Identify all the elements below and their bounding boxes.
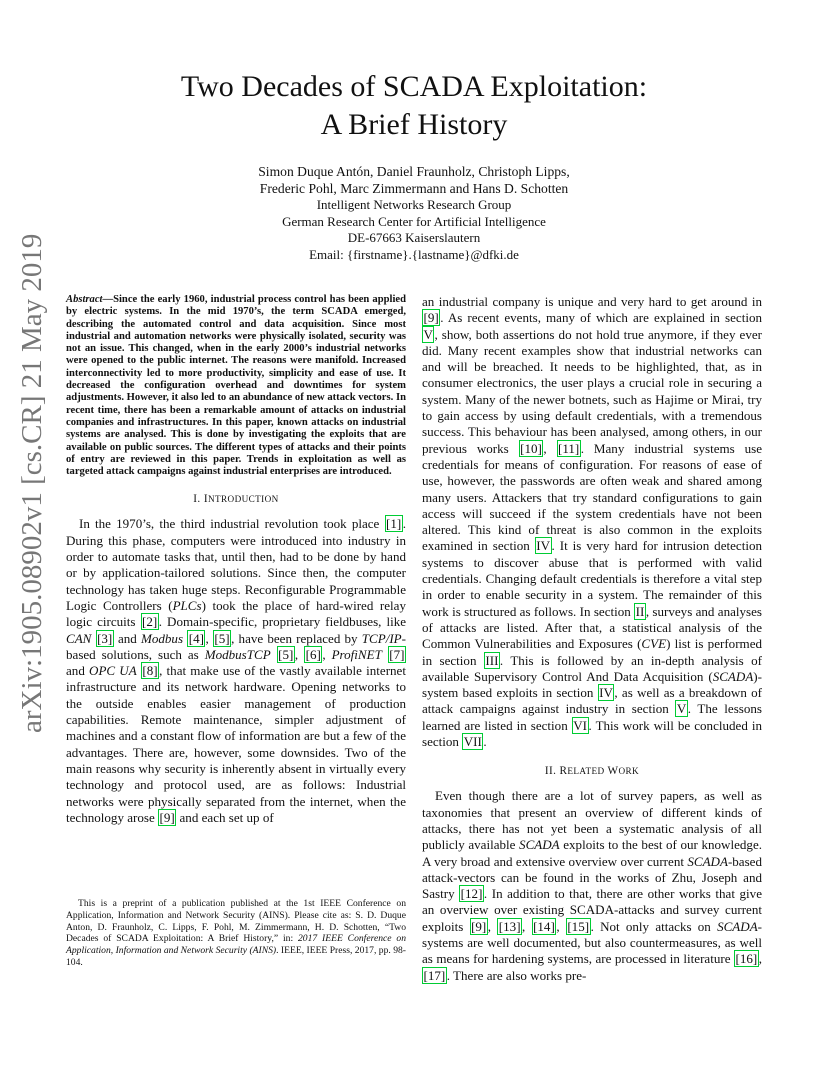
citation-link[interactable]: [14] <box>533 918 555 934</box>
citation-link[interactable]: [5] <box>278 646 294 662</box>
section-heading-introduction <box>66 492 406 506</box>
authors-line-1: Simon Duque Antón, Daniel Fraunholz, Christoph Lipps, <box>258 164 570 179</box>
citation-link[interactable]: [5] <box>214 630 230 646</box>
arxiv-stamp: arXiv:1905.08902v1 [cs.CR] 21 May 2019 <box>16 233 48 733</box>
left-column <box>66 294 406 826</box>
citation-link[interactable]: [10] <box>520 440 542 456</box>
intro-paragraph-continued: an industrial company is unique and very hard to get around in [9] . As recent events, many of which are explained in section V , show, both assertions do not hold true anymore, if they ever did. Many recent examples show that industrial networks can and will be breached. It needs to be highlighted, that, as in consumer electronics, the user plays a crucial role in securing a system. Many of the newer botnets, such as Hajime or Mirai, try to gain access by using default credentials, with a tremendous success. This behaviour has been analysed, among others, in our previous works [10] , [11] . Many industrial systems use credentials for means of configuration. For reasons of ease of use, however, the passwords are often weak and shared among many users. Attackers that try standard configurations to gain access will succeed if the system credentials have not been altered. This kind of threat is also common in the exploits examined in section IV . It is very hard for intrusion detection systems to discover abuse that is performed with valid credentials. Changing default credentials is therefore a vital step in order to enable security in a system. The remainder of this work is structured as follows. In section II , surveys and analyses of attacks are listed. After that, a statistical analysis of the Common Vulnerabilities and Exposures (CVE) list is performed in section III . This is followed by an in-depth analysis of available Supervisory Control And Data Acquisition (SCADA)-system based exploits in section IV , as well as a breakdown of attack campaigns against industry in section V . The lessons learned are listed in section VI . This work will be concluded in section VII . <box>422 294 763 750</box>
citation-link[interactable]: [9] <box>471 918 487 934</box>
author-block <box>0 163 828 263</box>
section-link[interactable]: IV <box>599 685 613 701</box>
citation-link[interactable]: [16] <box>735 951 758 967</box>
section-link[interactable]: V <box>423 326 433 342</box>
citation-link[interactable]: [9] <box>423 310 439 326</box>
citation-link[interactable]: [7] <box>389 646 405 662</box>
section-title-rest: NTRODUCTION <box>207 494 279 505</box>
citation-link[interactable]: [4] <box>188 630 204 646</box>
citation-link[interactable]: [15] <box>567 918 590 934</box>
affiliation-address: DE-67663 Kaiserslautern <box>347 230 481 245</box>
title-line-1: Two Decades of SCADA Exploitation: <box>180 70 648 103</box>
section-title-cap: I <box>203 493 208 506</box>
citation-link[interactable]: [8] <box>142 663 158 679</box>
author-email: Email: {firstname}.{lastname}@dfki.de <box>309 246 519 262</box>
citation-link[interactable]: [1] <box>386 516 402 532</box>
section-link[interactable]: V <box>676 701 687 717</box>
citation-link[interactable]: [3] <box>97 630 113 646</box>
section-link[interactable]: II <box>635 603 645 619</box>
related-work-paragraph: Even though there are a lot of survey papers, as well as taxonomies that present an overview of different kinds of attacks, there has not yet been a systematic analysis of all publicly available SCADA exploits to the best of our knowledge. A very broad and extensive overview over current SCADA-based attack-vectors can be found in the works of Zhu, Joseph and Sastry [12] . In addition to that, there are other works that give an overview over existing SCADA-attacks and survey current exploits [9] , [13] , [14] , [15] . Not only attacks on SCADA-systems are well documented, but also countermeasures, as well as means for hardening systems, are processed in literature [16] , [17] . There are also works pre- <box>422 788 763 983</box>
citation-link[interactable]: [11] <box>558 440 580 456</box>
footnote-text: This is a preprint of a publication published at the 1st IEEE Conference on Application, Information and Network Security (AINS). Please cite as: S. D. Duque Anton, D. Fraunholz, C. Lipps, F. Pohl, M. Zimmermann, H. D. Schotten, “Two Decades of SCADA Exploitation: A Brief History,” in: <box>66 898 406 945</box>
citation-link[interactable]: [2] <box>142 614 158 630</box>
abstract-text: —Since the early 1960, industrial process control has been applied by electric systems. In the mid 1970’s, the term SCADA emerged, describing the automated control and data acquisition. Since most industrial and automation networks were physically isolated, security was not an issue. This changed, when in the early 2000’s industrial networks were opened to the public internet. The reasons were manifold. Increased interconnectivity led to more productivity, simplicity and ease of use. It decreased the configuration overhead and downtimes for system adjustments. However, it also led to an abundance of new attack vectors. In recent time, there has been a remarkable amount of attacks on industrial companies and infrastructures. In this paper, known attacks on industrial systems are analysed. This is done by investigating the exploits that are available on public sources. The different types of attacks and their points of entry are reviewed in this paper. Trends in exploitation as well as targeted attack campaigns against industrial enterprises are introduced. <box>66 294 406 478</box>
citation-link[interactable]: [17] <box>423 967 446 983</box>
section-number: I. <box>193 493 201 506</box>
footnote-publisher: . IEEE, IEEE Press, 2017, pp. 98-104. <box>66 945 406 968</box>
affiliation-group: Intelligent Networks Research Group <box>316 197 512 212</box>
right-column <box>422 294 762 984</box>
abstract-label: Abstract <box>66 294 103 305</box>
paper-title <box>0 68 828 144</box>
abstract <box>66 294 406 478</box>
intro-paragraph: In the 1970’s, the third industrial revolution took place [1] . During this phase, computers were introduced into industry in order to automate tasks that, until then, had to be done by hand or by application-tailored solutions. Since then, the computer technology has taken huge steps. Reconfigurable Programmable Logic Controllers (PLCs) took the place of hard-wired relay logic circuits [2] . Domain-specific, proprietary fieldbuses, like CAN [3] and Modbus [4] , [5] , have been replaced by TCP/IP-based solutions, such as ModbusTCP [5] , [6] , ProfiNET [7] and OPC UA [8] , that make use of the vastly available internet infrastructure and its network hardware. Opening networks to the outside enables easier management of production capabilities. Remote maintenance, simpler adjustment of machines and a constant flow of information are but a few of the advantages. There are, however, some downsides. Two of the main reasons why security is inherently absent in virtually every technology and protocol used, are as follows: Industrial networks were physically separated from the internet, when the technology arose [9] and each set up of <box>66 516 407 825</box>
section-link[interactable]: VI <box>573 717 588 733</box>
section-link[interactable]: III <box>485 652 499 668</box>
authors-line-2: Frederic Pohl, Marc Zimmermann and Hans D. Schotten <box>259 181 569 196</box>
citation-link[interactable]: [6] <box>305 646 321 662</box>
footnote <box>66 898 406 969</box>
affiliation-institute: German Research Center for Artificial Intelligence <box>282 213 546 229</box>
title-line-2: A Brief History <box>320 108 508 141</box>
citation-link[interactable]: [12] <box>460 886 483 902</box>
footnote-venue: 2017 IEEE Conference on Application, Information and Network Security (AINS) <box>66 933 406 957</box>
citation-link[interactable]: [13] <box>498 918 521 934</box>
citation-link[interactable]: [9] <box>159 809 175 825</box>
section-heading-related-work: II. RELATED WORK <box>544 765 640 778</box>
section-link[interactable]: IV <box>536 538 551 554</box>
section-link[interactable]: VII <box>463 734 482 750</box>
